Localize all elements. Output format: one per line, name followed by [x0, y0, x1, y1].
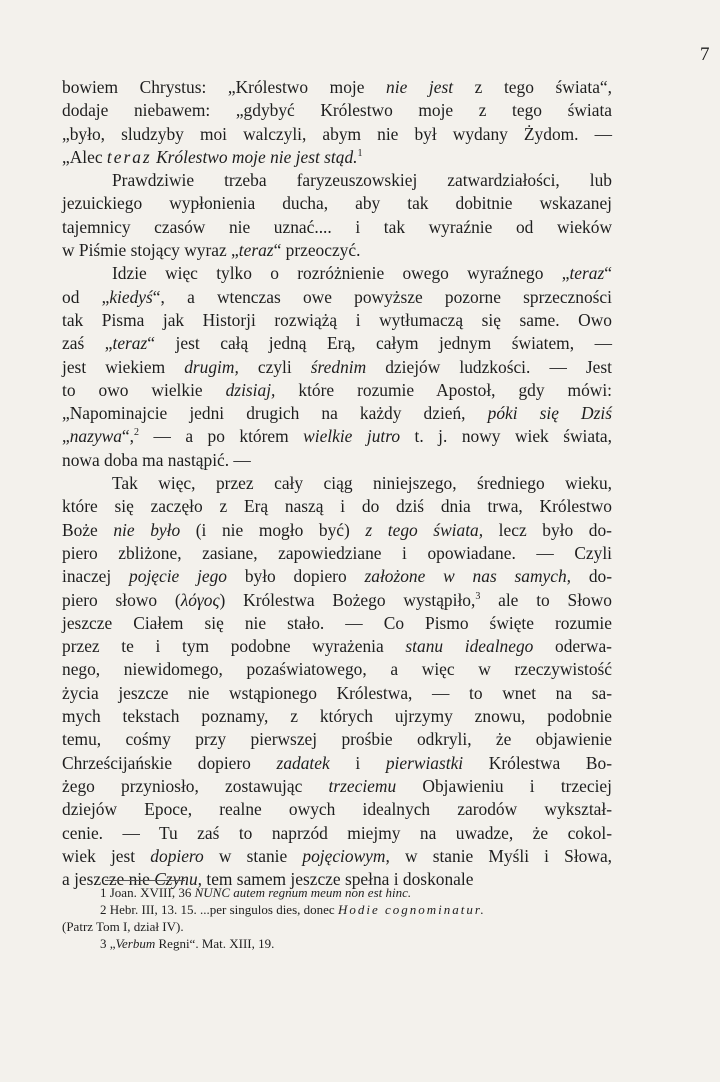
- text-run: w Piśmie stojący wyraz „: [62, 240, 239, 261]
- text-line: [62, 542, 612, 565]
- text-run: Chrześcijańskie dopiero: [62, 752, 277, 773]
- footnote-marker: 2: [134, 427, 139, 439]
- text-run: żego przyniosło, zostawując: [62, 775, 329, 796]
- text-line: [62, 519, 612, 542]
- text-run: cenie. — Tu zaś to naprzód miejmy na uwadze, że cokol-: [62, 822, 612, 843]
- italic-run: nie było: [113, 519, 181, 540]
- text-run: piero słowo (: [62, 589, 181, 610]
- text-run: od „: [62, 286, 110, 307]
- text-run: — a po którem: [139, 426, 304, 447]
- text-run: 1 Joan. XVIII, 36: [100, 885, 195, 900]
- text-run: było dopiero: [227, 566, 365, 587]
- italic-run: Królestwo moje nie jest stąd.: [156, 146, 358, 167]
- text-run: (i nie mogło być): [180, 519, 366, 540]
- text-run: „Alec: [62, 146, 107, 167]
- italic-run: dopiero: [150, 845, 204, 866]
- italic-run: teraz: [238, 240, 274, 261]
- text-run: temu, cośmy przy pierwszej prośbie odkryli, że objawienie: [62, 729, 612, 750]
- text-line: [62, 449, 612, 472]
- text-line: [62, 402, 612, 425]
- text-run: nowa doba ma nastąpić. —: [62, 449, 251, 470]
- italic-run: NUNC autem regnum meum non est hinc.: [194, 885, 412, 900]
- text-line: [62, 76, 612, 99]
- italic-run: drugim,: [184, 356, 239, 377]
- text-line: [62, 123, 612, 146]
- paragraph: [62, 262, 612, 472]
- text-run: jeszcze Ciałem się nie stało. — Co Pismo święte rozumie: [62, 612, 612, 633]
- text-line: [62, 658, 612, 681]
- text-line: [62, 472, 612, 495]
- italic-run: pierwiastki: [385, 752, 464, 773]
- text-run: “: [604, 263, 612, 284]
- spaced-run: Hodie cognominatur.: [337, 902, 486, 917]
- italic-run: nazywa: [69, 426, 122, 447]
- text-run: zaś „: [62, 333, 113, 354]
- text-run: t. j. nowy wiek świata,: [400, 426, 613, 447]
- text-run: tak Pisma jak Historji rozwiążą i wytłumaczą się same. Owo: [62, 309, 612, 330]
- text-line: [62, 775, 612, 798]
- text-run: jezuickiego wypłonienia ducha, aby tak dobitnie wskazanej: [62, 193, 612, 214]
- text-line: [62, 728, 612, 751]
- text-line: [62, 286, 612, 309]
- italic-run: Czynu,: [154, 869, 203, 890]
- text-run: ale to Słowo: [480, 589, 612, 610]
- text-run: Regni“. Mat. XIII, 19.: [155, 936, 275, 951]
- italic-run: zadatek: [276, 752, 330, 773]
- paragraph: [62, 169, 612, 262]
- text-line: [62, 192, 612, 215]
- text-run: czyli: [238, 356, 311, 377]
- text-line: [62, 239, 612, 262]
- italic-run: pojęciowym,: [302, 845, 390, 866]
- footnote-marker: 3: [475, 590, 481, 602]
- italic-run: stanu idealnego: [405, 636, 534, 657]
- text-run: lecz było do-: [483, 519, 612, 540]
- text-line: [62, 216, 612, 239]
- footnote: [62, 935, 612, 952]
- text-run: oderwa-: [533, 636, 612, 657]
- text-line: [62, 425, 612, 448]
- text-line: [62, 822, 612, 845]
- text-line: [62, 379, 612, 402]
- footnote: [62, 918, 612, 935]
- text-line: [62, 262, 612, 285]
- text-run: dziejów Epoce, realne owych idealnych zarodów wykształ-: [62, 799, 612, 820]
- text-run: Objawieniu i trzeciej: [396, 775, 612, 796]
- footnote-marker: 1: [357, 148, 363, 160]
- text-run: Prawdziwie trzeba faryzeuszowskiej zatwardziałości, lub: [112, 170, 612, 191]
- italic-run: wielkie jutro: [303, 426, 401, 447]
- body-text: [62, 76, 612, 891]
- text-line: [62, 798, 612, 821]
- text-line: [62, 495, 612, 518]
- text-run: dodaje niebawem: „gdybyć Królestwo moje z tego świata: [62, 100, 612, 121]
- text-run: „Napominajcie jedni drugich na każdy dzień,: [62, 403, 488, 424]
- footnote-rule: [105, 880, 185, 881]
- text-line: [62, 682, 612, 705]
- text-run: inaczej: [62, 566, 130, 587]
- text-run: w stanie: [203, 845, 303, 866]
- text-run: które rozumie Apostoł, gdy mówi:: [275, 379, 612, 400]
- text-run: przez te i tym podobne wyrażenia: [62, 636, 406, 657]
- text-line: [62, 752, 612, 775]
- text-run: Królestwa Bo-: [463, 752, 612, 773]
- italic-run: średnim: [310, 356, 367, 377]
- footnote: [62, 884, 612, 901]
- italic-run: założone w nas samych,: [364, 566, 572, 587]
- text-line: [62, 99, 612, 122]
- text-run: życia jeszcze nie wstąpionego Królestwa, — to wnet na sa-: [62, 682, 612, 703]
- text-run: to owo wielkie: [62, 379, 226, 400]
- text-run: “ jest całą jedną Erą, całym jednym światem, —: [147, 333, 612, 354]
- text-line: [62, 169, 612, 192]
- italic-run: póki się Dziś: [487, 403, 612, 424]
- text-run: Tak więc, przez cały ciąg niniejszego, średniego wieku,: [112, 473, 612, 494]
- text-run: “,: [121, 426, 134, 447]
- italic-run: teraz: [569, 263, 605, 284]
- text-run: do-: [571, 566, 613, 587]
- text-run: „: [62, 426, 70, 447]
- text-run: “ przeoczyć.: [273, 240, 361, 261]
- text-run: Idzie więc tylko o rozróżnienie owego wyraźnego „: [112, 263, 570, 284]
- italic-run: kiedyś: [109, 286, 153, 307]
- text-run: tajemnicy czasów nie uznać.... i tak wyraźnie od wieków: [62, 216, 612, 237]
- text-run: jest wiekiem: [62, 356, 185, 377]
- text-run: tem samem jeszcze spełna i doskonale: [202, 869, 474, 890]
- text-run: mych tekstach poznamy, z których ujrzymy znowu, podobnie: [62, 706, 612, 727]
- text-line: [62, 565, 612, 588]
- text-run: wiek jest: [62, 845, 151, 866]
- text-line: [62, 845, 612, 868]
- text-run: z tego świata“,: [453, 77, 612, 97]
- italic-run: teraz: [112, 333, 148, 354]
- text-run: 3 „: [100, 936, 116, 951]
- italic-run: dzisiaj,: [225, 379, 276, 400]
- text-run: “, a wtenczas owe powyższe pozorne sprzeczności: [152, 286, 612, 307]
- spaced-run: teraz: [106, 146, 152, 167]
- text-run: 2 Hebr. III, 13. 15. ...per singulos dies, donec: [100, 902, 338, 917]
- text-line: [62, 332, 612, 355]
- italic-run: pojęcie jego: [129, 566, 228, 587]
- text-line: [62, 612, 612, 635]
- italic-run: λόγος: [180, 589, 220, 610]
- text-run: w stanie Myśli i Słowa,: [389, 845, 613, 866]
- text-line: [62, 589, 612, 612]
- text-run: które się zaczęło z Erą naszą i do dziś dnia trwa, Królestwo: [62, 496, 612, 517]
- paragraph: [62, 472, 612, 891]
- text-run: i: [329, 752, 386, 773]
- text-run: a jeszcze nie: [62, 869, 155, 890]
- text-run: dziejów ludzkości. — Jest: [366, 356, 613, 377]
- footnotes: [62, 884, 612, 952]
- text-run: ) Królestwa Bożego wystąpiło,: [219, 589, 476, 610]
- text-line: [62, 309, 612, 332]
- text-run: piero zbliżone, zasiane, zapowiedziane i opowiadane. — Czyli: [62, 542, 612, 563]
- italic-run: trzeciemu: [328, 775, 397, 796]
- italic-run: nie jest: [386, 77, 454, 97]
- footnote: [62, 901, 612, 918]
- text-run: (Patrz Tom I, dział IV).: [62, 919, 184, 934]
- italic-run: Verbum: [115, 936, 156, 951]
- paragraph: [62, 76, 612, 169]
- text-line: [62, 635, 612, 658]
- text-run: „było, sludzyby moi walczyli, abym nie był wydany Żydom. —: [62, 123, 612, 144]
- text-line: [62, 146, 612, 169]
- text-run: Boże: [62, 519, 114, 540]
- text-line: [62, 705, 612, 728]
- page-number: 7: [700, 44, 710, 65]
- text-run: nego, niewidomego, pozaświatowego, a więc w rzeczywistość: [62, 659, 612, 680]
- text-line: [62, 356, 612, 379]
- text-run: bowiem Chrystus: „Królestwo moje: [62, 77, 387, 97]
- italic-run: z tego świata,: [365, 519, 484, 540]
